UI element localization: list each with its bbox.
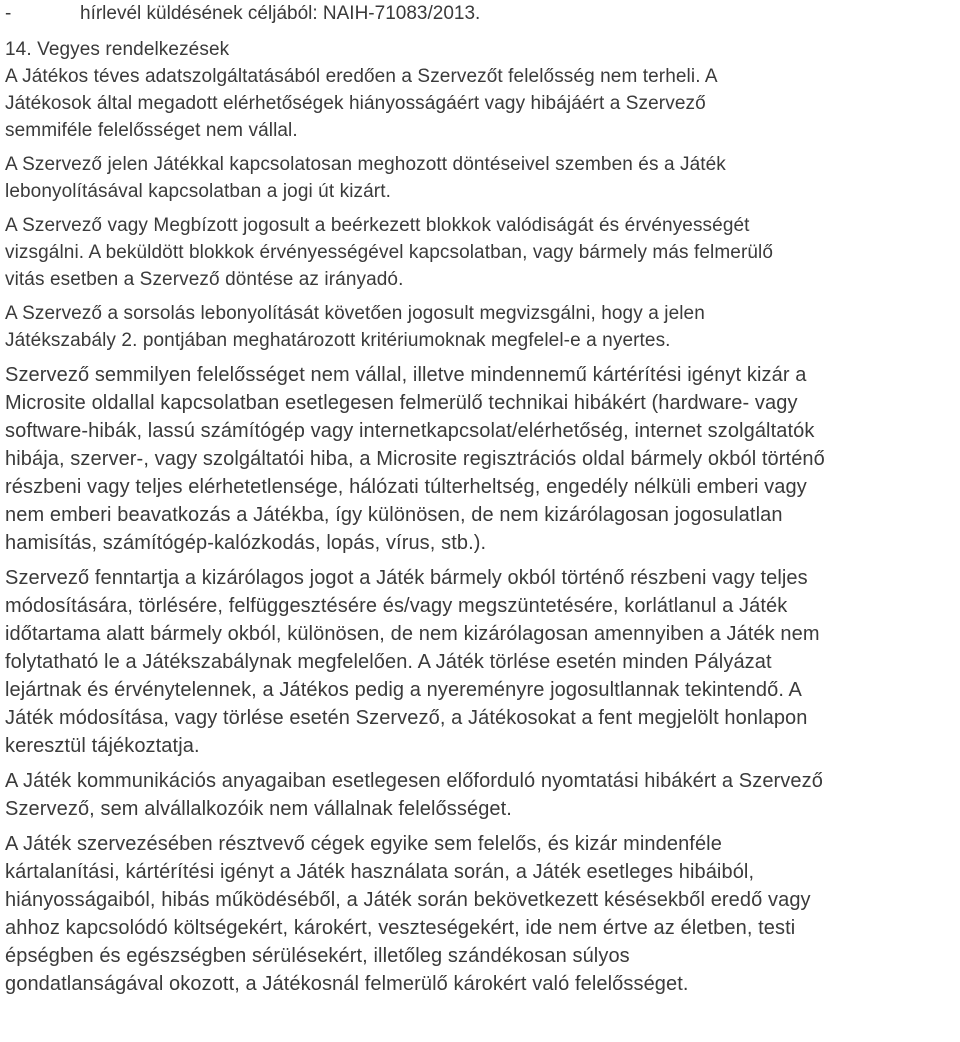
paragraph-line: Játék módosítása, vagy törlése esetén Szervező, a Játékosokat a fent megjelölt honlapon (5, 707, 808, 729)
document-page (5, 0, 957, 998)
paragraph-receipt-validation (5, 212, 957, 293)
paragraph-line: Szervező, sem alvállalkozóik nem vállalnak felelősséget. (5, 798, 512, 820)
paragraph-line: részbeni vagy teljes elérhetetlensége, hálózati túlterheltség, engedély nélküli emberi vagy (5, 476, 807, 498)
paragraph-line: Szervező fenntartja a kizárólagos jogot a Játék bármely okból történő részbeni vagy teljes (5, 567, 808, 589)
paragraph-line: vitás esetben a Szervező döntése az irányadó. (5, 269, 404, 290)
paragraph-line: semmiféle felelősséget nem vállal. (5, 120, 298, 141)
section-14 (5, 36, 957, 144)
paragraph-line: lebonyolításával kapcsolatban a jogi út kizárt. (5, 181, 391, 202)
paragraph-organizer-disclaimer (5, 830, 957, 998)
section-heading: 14. Vegyes rendelkezések (5, 39, 230, 60)
paragraph-line: hamisítás, számítógép-kalózkodás, lopás, vírus, stb.). (5, 532, 487, 554)
paragraph-line: módosítására, törlésére, felfüggesztésére és/vagy megszüntetésére, korlátlanul a Játék (5, 595, 788, 617)
paragraph-winner-check (5, 300, 957, 354)
paragraph-line: A Szervező jelen Játékkal kapcsolatosan meghozott döntéseivel szemben és a Játék (5, 154, 726, 175)
paragraph-technical-liability (5, 361, 957, 557)
paragraph-line: gondatlanságával okozott, a Játékosnál felmerülő károkért való felelősséget. (5, 973, 689, 995)
paragraph-line: A Játék kommunikációs anyagaiban esetlegesen előforduló nyomtatási hibákért a Szervező (5, 770, 823, 792)
paragraph-line: Szervező semmilyen felelősséget nem vállal, illetve mindennemű kártérítési igényt kizár a (5, 364, 807, 386)
paragraph-line: időtartama alatt bármely okból, különösen, de nem kizárólagosan amennyiben a Játék nem (5, 623, 820, 645)
paragraph-legal-remedy (5, 151, 957, 205)
paragraph-line: ahhoz kapcsolódó költségekért, károkért, veszteségekért, ide nem értve az életben, testi (5, 917, 796, 939)
paragraph-line: hiányosságaiból, hibás működéséből, a Játék során bekövetkezett késésekből eredő vagy (5, 889, 811, 911)
paragraph-line: Microsite oldallal kapcsolatban esetlegesen felmerülő technikai hibákért (hardware- vagy (5, 392, 798, 414)
paragraph-printing-errors (5, 767, 957, 823)
bullet-text: hírlevél küldésének céljából: NAIH-71083/2013. (80, 3, 481, 24)
paragraph-line: A Játék szervezésében résztvevő cégek egyike sem felelős, és kizár mindenféle (5, 833, 722, 855)
paragraph-line: kártalanítási, kártérítési igényt a Játék használata során, a Játék esetleges hibáiból, (5, 861, 755, 883)
paragraph-line: lejártnak és érvénytelennek, a Játékos pedig a nyereményre jogosultlannak tekintendő. A (5, 679, 802, 701)
paragraph-line: nem emberi beavatkozás a Játékba, így különösen, de nem kizárólagosan jogosulatlan (5, 504, 783, 526)
paragraph-line: folytatható le a Játékszabálynak megfelelően. A Játék törlése esetén minden Pályázat (5, 651, 772, 673)
paragraph-line: software-hibák, lassú számítógép vagy internetkapcsolat/elérhetőség, internet szolgáltatók (5, 420, 815, 442)
paragraph-line: hibája, szerver-, vagy szolgáltatói hiba, a Microsite regisztrációs oldal bármely okból történő (5, 448, 825, 470)
paragraph-line: vizsgálni. A beküldött blokkok érvényességével kapcsolatban, vagy bármely más felmerülő (5, 242, 774, 263)
paragraph-line: A Szervező a sorsolás lebonyolítását követően jogosult megvizsgálni, hogy a jelen (5, 303, 705, 324)
paragraph-line: A Játékos téves adatszolgáltatásából eredően a Szervezőt felelősség nem terheli. A (5, 66, 718, 87)
paragraph-line: keresztül tájékoztatja. (5, 735, 200, 757)
paragraph-line: épségben és egészségben sérülésekért, illetőleg szándékosan súlyos (5, 945, 630, 967)
paragraph-line: Játékosok által megadott elérhetőségek hiányosságáért vagy hibájáért a Szervező (5, 93, 706, 114)
paragraph-modification-rights (5, 564, 957, 760)
paragraph-line: A Szervező vagy Megbízott jogosult a beérkezett blokkok valódiságát és érvényességét (5, 215, 750, 236)
bullet-dash: - (5, 3, 12, 24)
paragraph-line: Játékszabály 2. pontjában meghatározott kritériumoknak megfelel-e a nyertes. (5, 330, 671, 351)
bullet-item (5, 0, 957, 27)
